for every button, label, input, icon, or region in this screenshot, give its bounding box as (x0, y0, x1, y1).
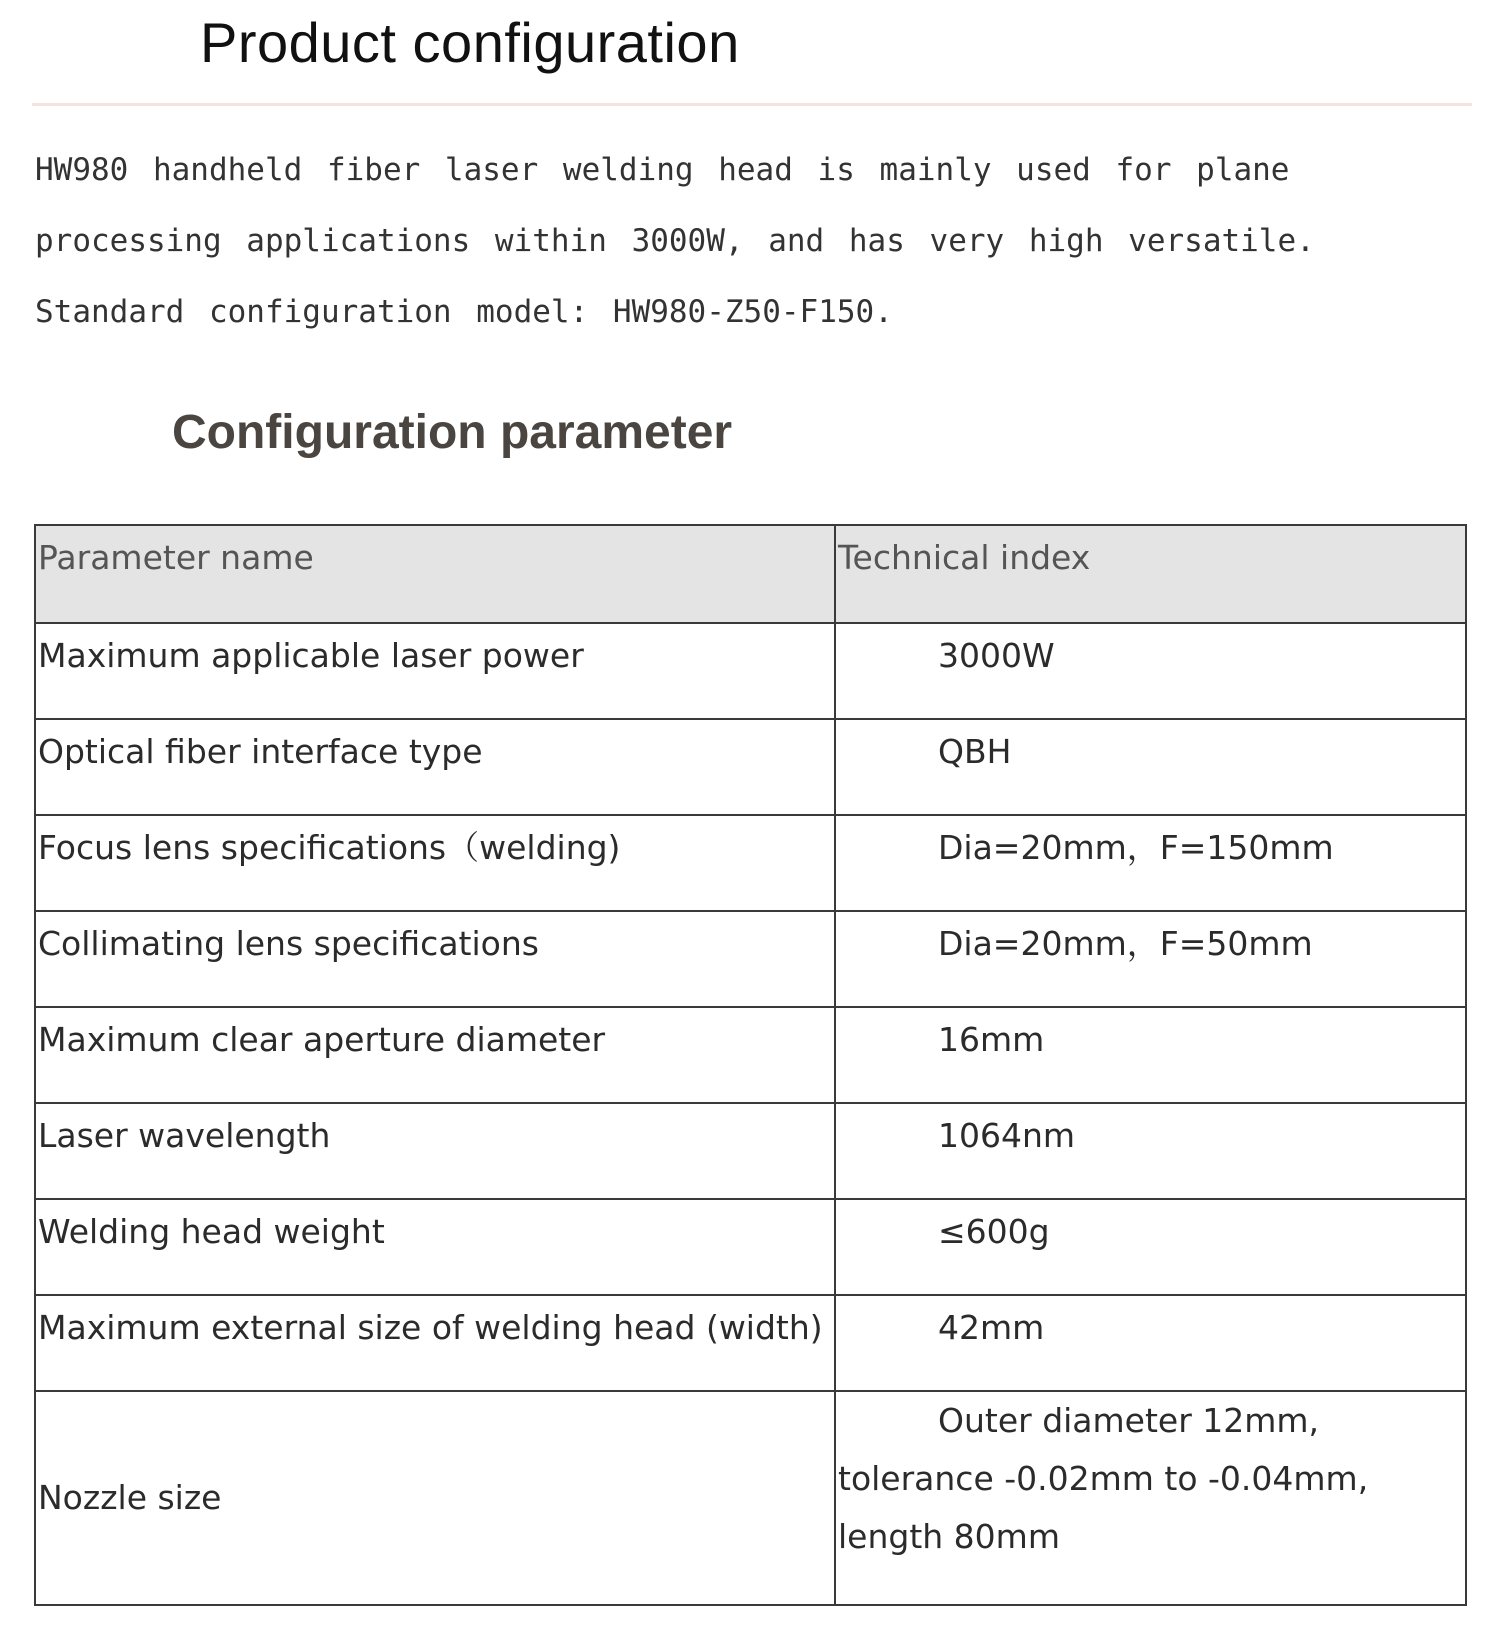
param-name: Maximum applicable laser power (35, 623, 835, 719)
header-technical-index: Technical index (835, 525, 1466, 623)
section-title: Configuration parameter (172, 406, 733, 459)
title-divider (32, 103, 1472, 106)
param-value: 16mm (835, 1007, 1466, 1103)
table-row (35, 1103, 1466, 1199)
param-name: Welding head weight (35, 1199, 835, 1295)
param-value: 3000W (835, 623, 1466, 719)
param-value: Dia=20mm，F=150mm (835, 815, 1466, 911)
param-value-text: Outer diameter 12mm, tolerance -0.02mm to -0.04mm, length 80mm (838, 1401, 1369, 1556)
param-name: Laser wavelength (35, 1103, 835, 1199)
param-name: Nozzle size (35, 1391, 835, 1605)
param-name: Collimating lens specifications (35, 911, 835, 1007)
param-name: Maximum clear aperture diameter (35, 1007, 835, 1103)
header-parameter-name: Parameter name (35, 525, 835, 623)
table-row (35, 1295, 1466, 1391)
param-name: Optical fiber interface type (35, 719, 835, 815)
table-row (35, 1391, 1466, 1605)
param-name: Focus lens specifications（welding) (35, 815, 835, 911)
param-name: Maximum external size of welding head (width) (35, 1295, 835, 1391)
table-row (35, 623, 1466, 719)
param-value (835, 1391, 1466, 1605)
table-row (35, 719, 1466, 815)
table-row (35, 1199, 1466, 1295)
page-title: Product configuration (200, 11, 740, 74)
table-row (35, 815, 1466, 911)
param-value: Dia=20mm，F=50mm (835, 911, 1466, 1007)
table-header-row (35, 525, 1466, 623)
param-value: 1064nm (835, 1103, 1466, 1199)
table-row (35, 911, 1466, 1007)
param-value: ≤600g (835, 1199, 1466, 1295)
param-value: 42mm (835, 1295, 1466, 1391)
table-row (35, 1007, 1466, 1103)
param-value: QBH (835, 719, 1466, 815)
intro-paragraph: HW980 handheld fiber laser welding head is mainly used for plane processing applications within 3000W, and has very high versatile. Standard configuration model: HW980-Z50-F150. (35, 152, 1315, 330)
parameter-table (34, 524, 1467, 1606)
